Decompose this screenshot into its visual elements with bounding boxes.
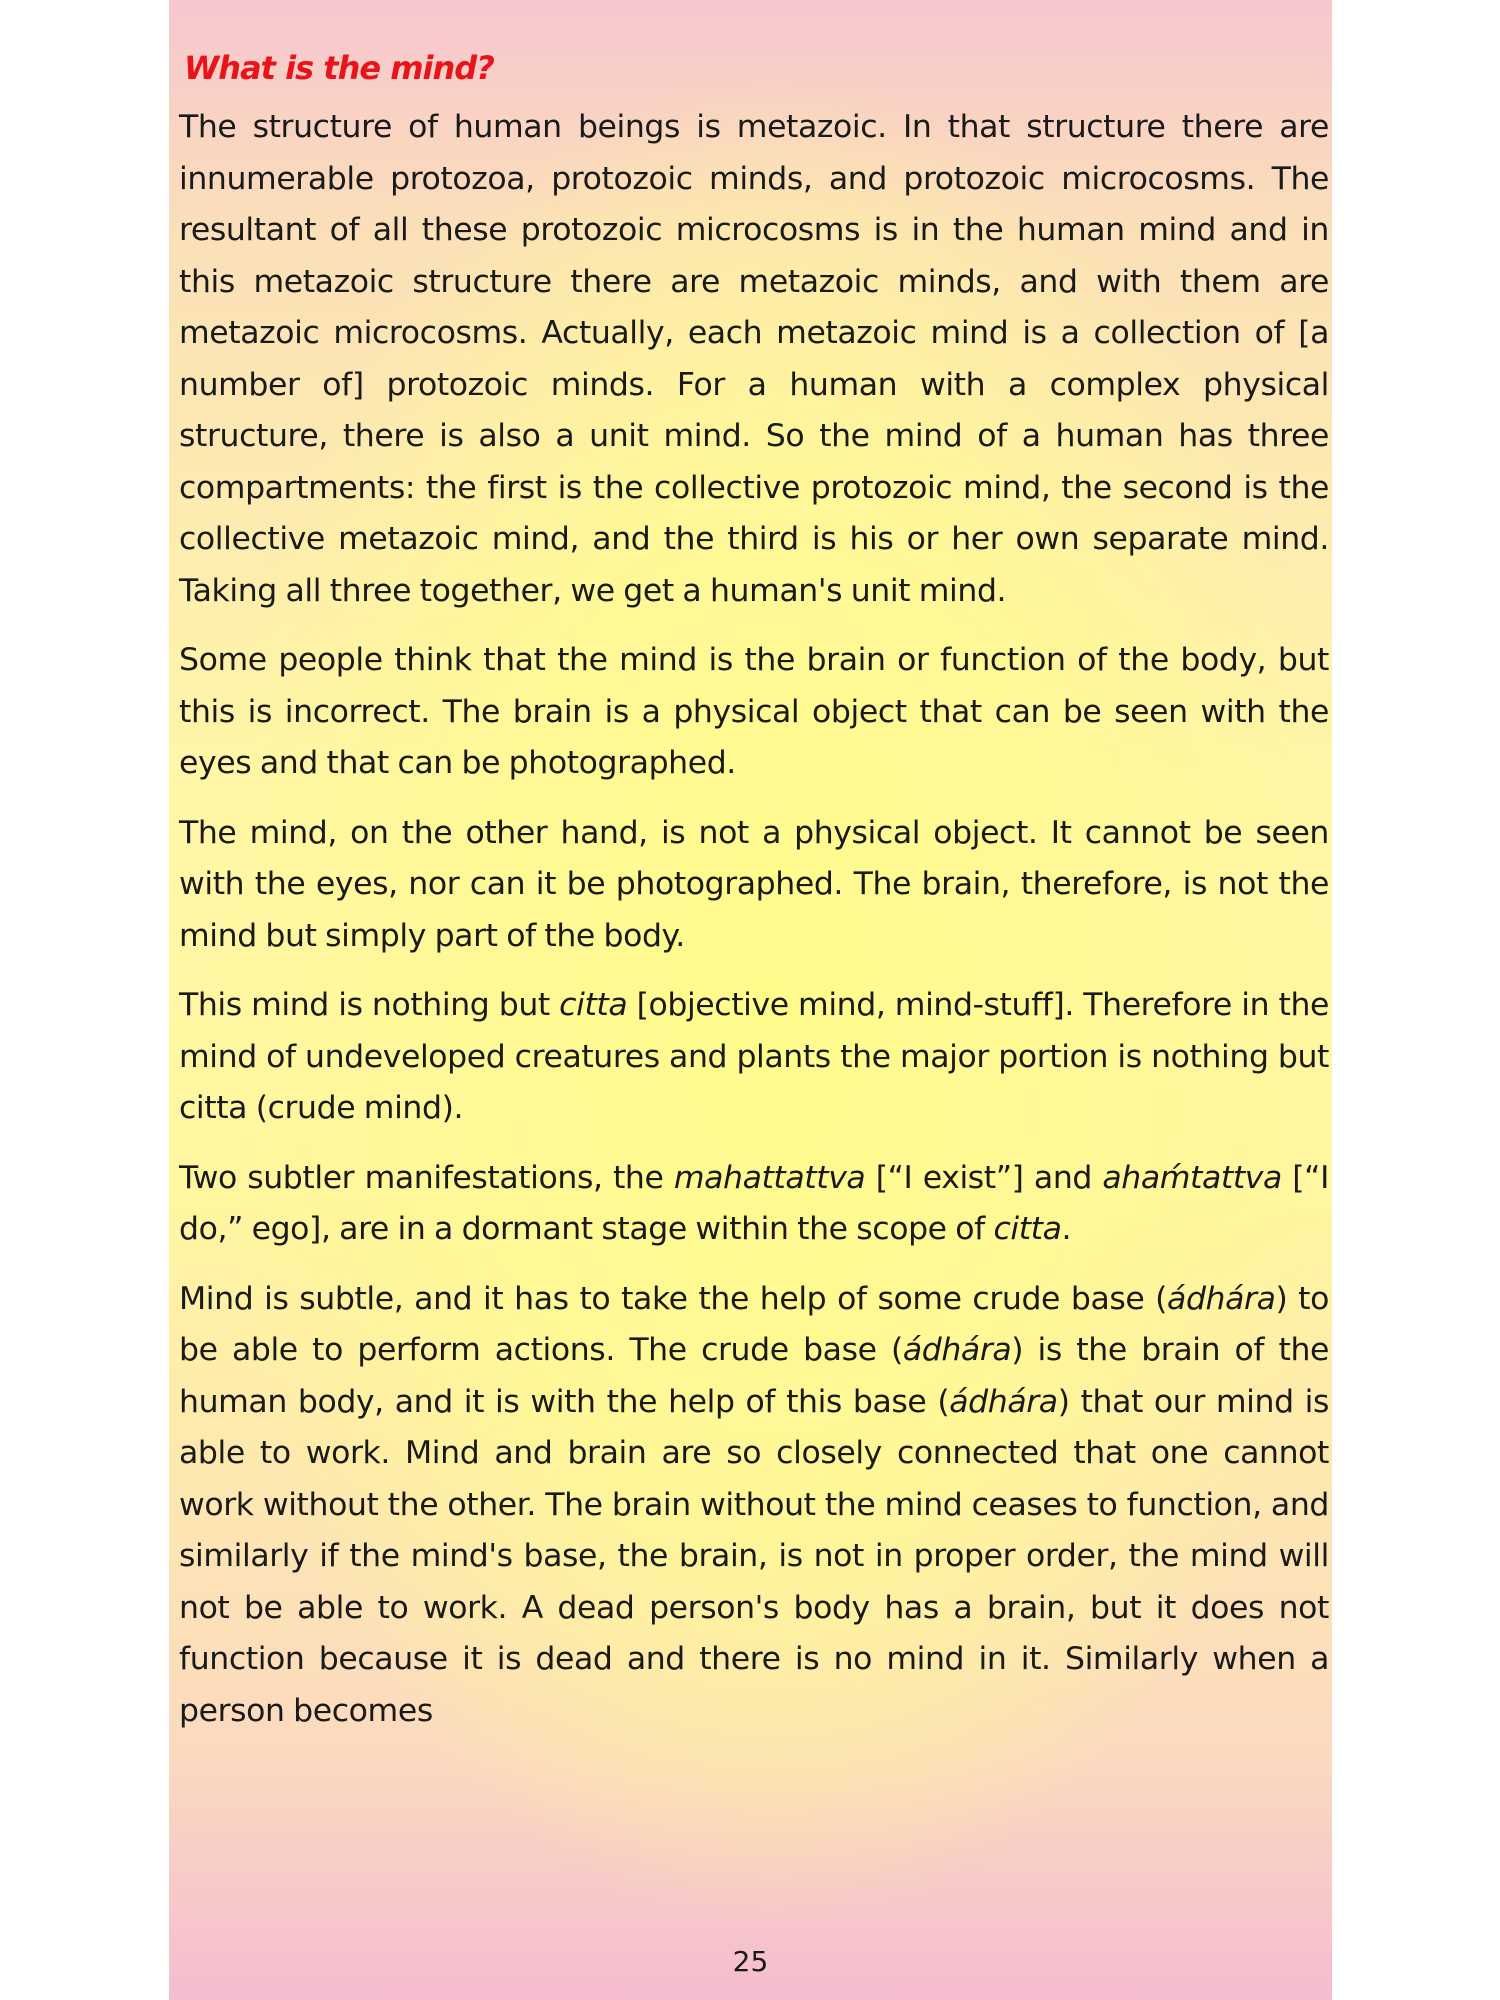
paragraph-2: Some people think that the mind is the brain or function of the body, but this is incorrect. The brain is a physical object that can be seen with the eyes and that can be photographed. <box>179 642 1329 781</box>
paragraph-3: The mind, on the other hand, is not a physical object. It cannot be seen with the eyes, nor can it be photographed. The brain, therefore, is not the mind but simply part of the body. <box>179 814 1329 954</box>
paragraph-4-text-c: [objective mind, mind-stuff]. Therefore in the mind of undeveloped creatures and plants the major portion is nothing but citta (crude mind). <box>179 987 1329 1126</box>
paragraph-6-text-e: ) is the brain of the human body, and it is with the help of this base ( <box>179 1332 1329 1420</box>
paragraph-4 <box>179 980 1329 1135</box>
section-heading: What is the mind? <box>184 49 494 87</box>
paragraph-6 <box>179 1274 1329 1738</box>
term-adhara-3: ádhára <box>949 1383 1058 1420</box>
term-citta: citta <box>559 987 628 1023</box>
page-content <box>179 48 1329 1755</box>
term-citta-2: citta <box>993 1211 1062 1247</box>
term-adhara-2: ádhára <box>902 1332 1012 1368</box>
term-ahamtattva: ahaḿtattva <box>1102 1159 1282 1196</box>
paragraph-5-text-a: Two subtler manifestations, the <box>179 1159 674 1196</box>
term-mahattattva: mahattattva <box>673 1159 866 1196</box>
paragraph-5 <box>179 1153 1329 1256</box>
term-adhara-1: ádhára <box>1167 1280 1276 1317</box>
paragraph-6-text-c: ) to be able to perform actions. The crude base ( <box>179 1280 1329 1368</box>
paragraph-6-text-g: ) that our mind is able to work. Mind and brain are so closely connected that one cannot work without the other. The brain without the mind ceases to function, and similarly if the mind's base, the brain, is not in proper order, the mind will not be able to work. A dead person's body has a brain, but it does not function because it is dead and there is no mind in it. Similarly when a person becomes <box>179 1383 1330 1729</box>
page-number: 25 <box>732 1945 769 1978</box>
book-page <box>169 0 1332 2000</box>
paragraph-1: The structure of human beings is metazoic. In that structure there are innumerable protozoa, protozoic minds, and protozoic microcosms. The resultant of all these protozoic microcosms is in the human mind and in this metazoic structure there are metazoic minds, and with them are metazoic microcosms. Actually, each metazoic mind is a collection of [a number of] protozoic minds. For a human with a complex physical structure, there is also a unit mind. So the mind of a human has three compartments: the first is the collective protozoic mind, the second is the collective metazoic mind, and the third is his or her own separate mind. Taking all three together, we get a human's unit mind. <box>179 109 1329 609</box>
paragraph-6-text-a: Mind is subtle, and it has to take the help of some crude base ( <box>179 1280 1168 1317</box>
paragraph-5-text-c: [“I exist”] and <box>865 1159 1103 1196</box>
paragraph-4-text-a: This mind is nothing but <box>179 987 560 1023</box>
paragraph-5-text-g: . <box>1061 1211 1072 1247</box>
paragraph-5-text-e: [“I do,” ego], are in a dormant stage within the scope of <box>179 1159 1329 1247</box>
